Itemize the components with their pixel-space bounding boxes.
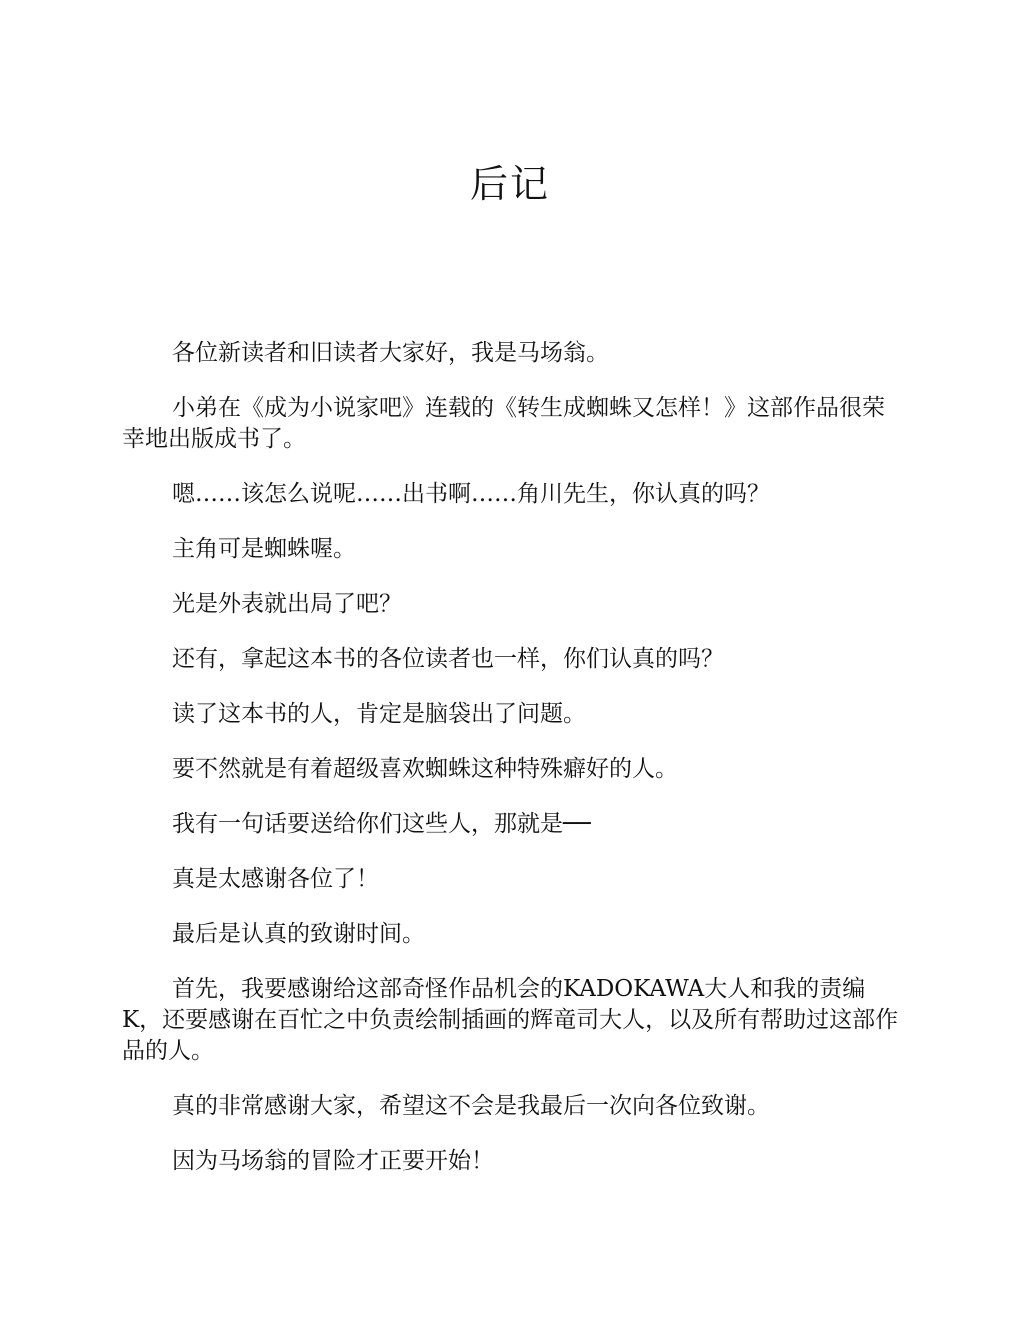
- paragraph-question: 嗯……该怎么说呢……出书啊……角川先生，你认真的吗？: [172, 481, 770, 507]
- paragraph-appearance: 光是外表就出局了吧？: [172, 591, 402, 617]
- chapter-title: 后记: [469, 162, 550, 206]
- paragraph-greeting: 各位新读者和旧读者大家好，我是马场翁。: [172, 340, 609, 366]
- afterword-body: [122, 338, 900, 1201]
- paragraph-publication: 小弟在《成为小说家吧》连载的《转生成蜘蛛又怎样！》这部作品很荣幸地出版成书了。: [122, 395, 885, 452]
- paragraph-preference: 要不然就是有着超级喜欢蜘蛛这种特殊癖好的人。: [172, 756, 678, 782]
- paragraph-protagonist: 主角可是蜘蛛喔。: [172, 536, 356, 562]
- paragraph-acknowledgment-intro: 最后是认真的致谢时间。: [172, 921, 425, 947]
- paragraph-message: 我有一句话要送给你们这些人，那就是──: [172, 811, 591, 837]
- paragraph-adventure: 因为马场翁的冒险才正要开始！: [172, 1148, 494, 1174]
- paragraph-readers: 还有，拿起这本书的各位读者也一样，你们认真的吗？: [172, 646, 724, 672]
- paragraph-hope: 真的非常感谢大家，希望这不会是我最后一次向各位致谢。: [172, 1093, 770, 1119]
- paragraph-problem: 读了这本书的人，肯定是脑袋出了问题。: [172, 701, 586, 727]
- paragraph-acknowledgments: 首先，我要感谢给这部奇怪作品机会的KADOKAWA大人和我的责编K，还要感谢在百忙之中负责绘制插画的辉竜司大人，以及所有帮助过这部作品的人。: [122, 976, 899, 1064]
- paragraph-thanks: 真是太感谢各位了！: [172, 866, 379, 892]
